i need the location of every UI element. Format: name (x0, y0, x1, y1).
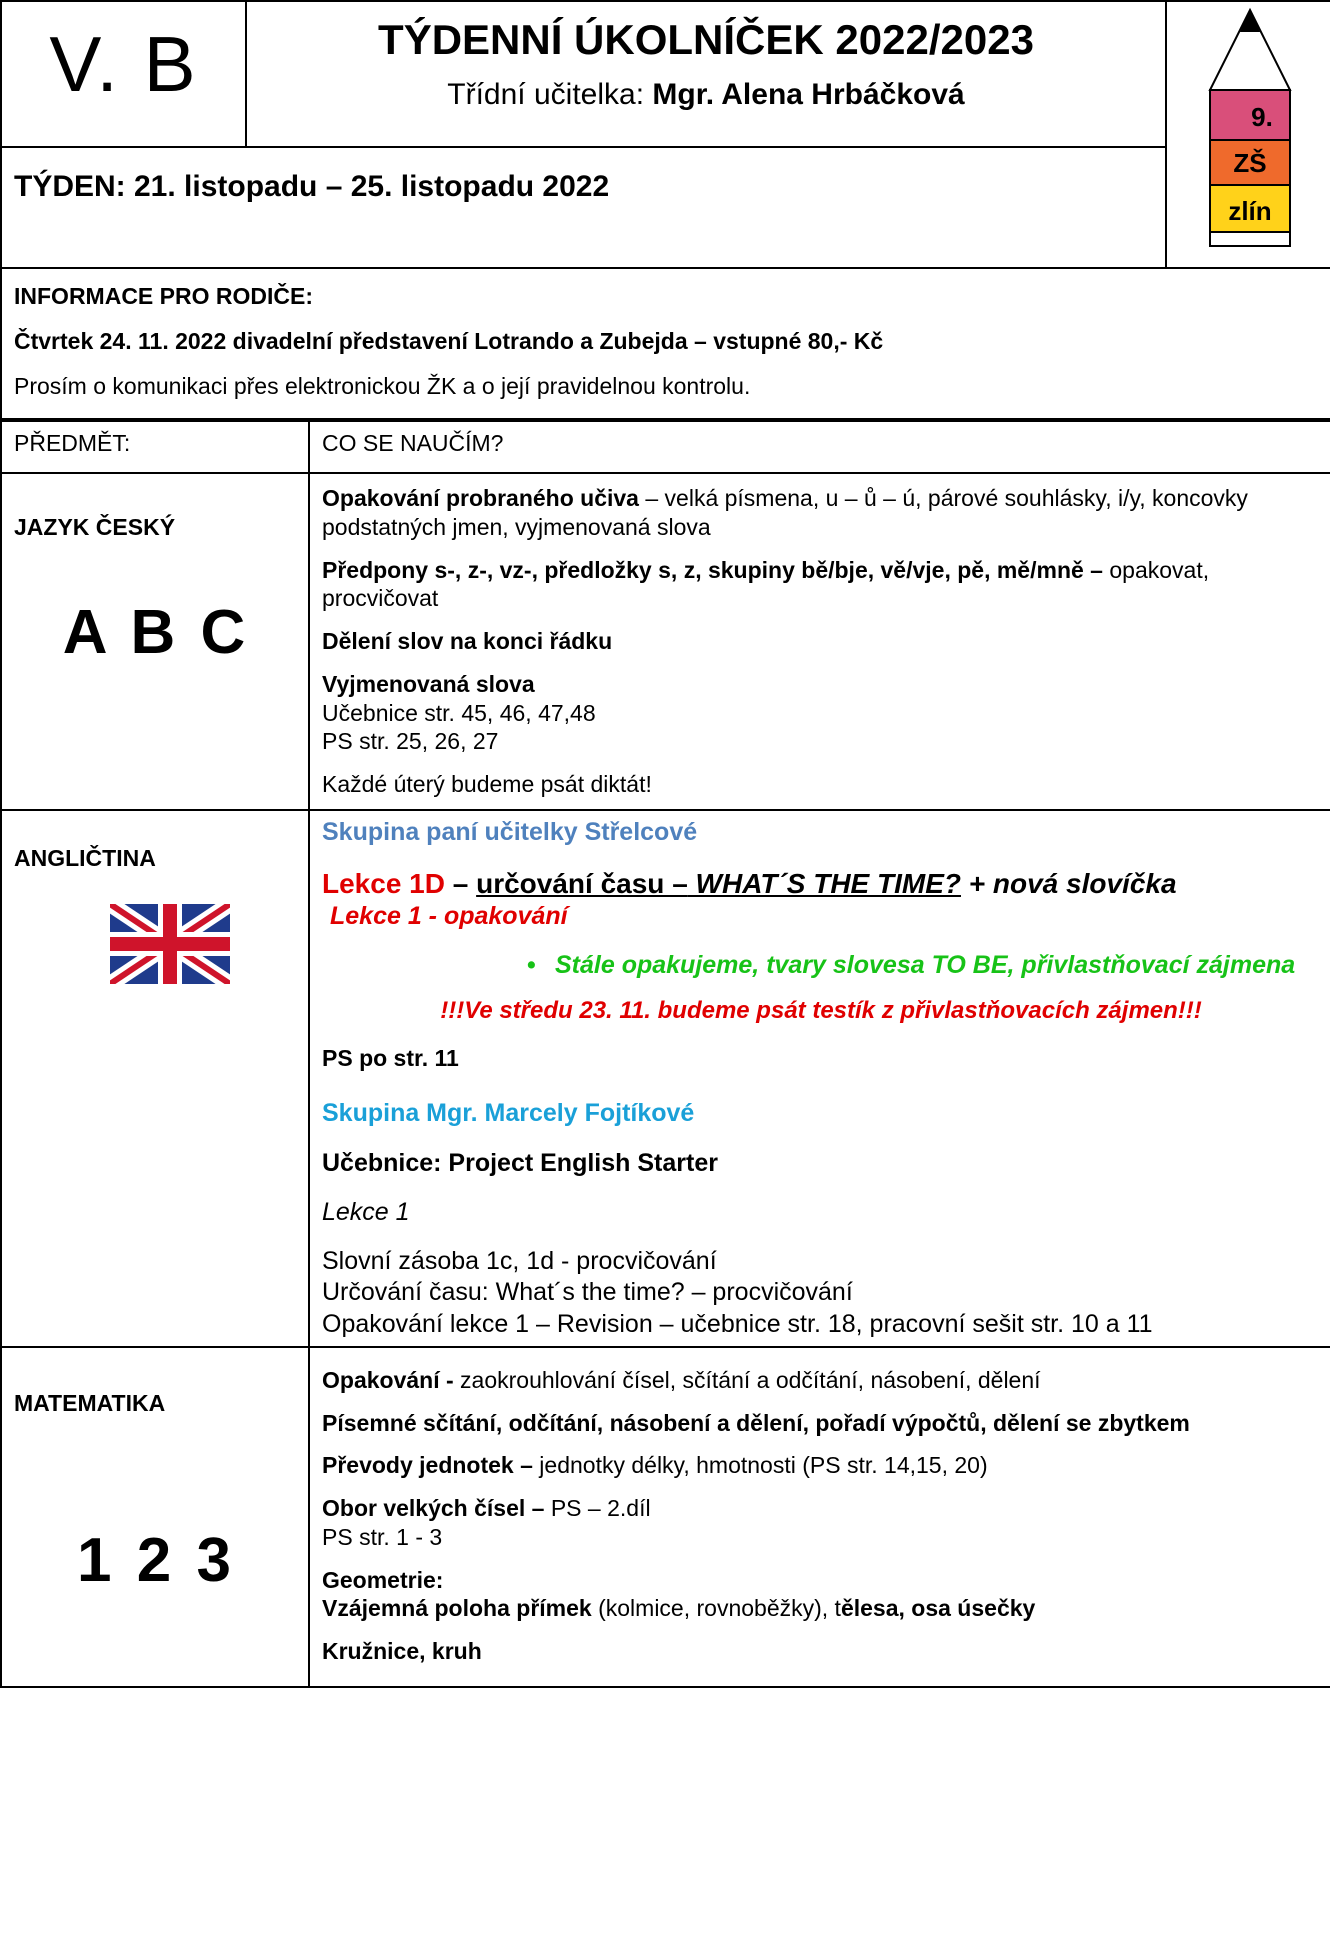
teacher-name: Mgr. Alena Hrbáčková (652, 78, 965, 111)
page-title: TÝDENNÍ ÚKOLNÍČEK 2022/2023 (378, 16, 1034, 63)
list-item: Kružnice, kruh (322, 1638, 482, 1664)
lesson-number: Lekce 1 (322, 1197, 410, 1226)
list-item: Určování času: What´s the time? – procvičování (322, 1278, 853, 1307)
uk-flag-icon (110, 904, 230, 984)
test-warning: !!!Ve středu 23. 11. budeme psát testík z přivlastňovacích zájmen!!! (440, 996, 1202, 1024)
list-item: Opakování lekce 1 – Revision – učebnice str. 18, pracovní sešit str. 10 a 11 (322, 1309, 1153, 1338)
info-notice: Čtvrtek 24. 11. 2022 divadelní představení Lotrando a Zubejda – vstupné 80,- Kč (14, 328, 884, 354)
lesson-review: Lekce 1 - opakování (330, 902, 568, 930)
group-heading: Skupina paní učitelky Střelcové (322, 817, 698, 846)
subject-czech: JAZYK ČESKÝ A B C (1, 473, 309, 810)
content-math (309, 1347, 1330, 1687)
column-header-content: CO SE NAUČÍM? (309, 421, 1330, 473)
subject-math: MATEMATIKA 1 2 3 (1, 1347, 309, 1687)
pencil-logo-icon (1190, 2, 1310, 262)
abc-symbol: A B C (62, 598, 250, 667)
list-item: Každé úterý budeme psát diktát! (322, 771, 652, 797)
list-item: Opakování probraného učiva – velká písmena, u – ů – ú, párové souhlásky, i/y, koncovky podstatných jmen, vyjmenovaná slova (322, 485, 1248, 540)
list-item: Slovní zásoba 1c, 1d - procvičování (322, 1247, 717, 1275)
group-heading: Skupina Mgr. Marcely Fojtíkové (322, 1099, 695, 1128)
week-range: TÝDEN: 21. listopadu – 25. listopadu 2022 (1, 147, 1166, 268)
subjects-table (0, 420, 1330, 1688)
lesson-line: Lekce 1D – určování času – WHAT´S THE TIME? + nová slovíčka (322, 868, 1177, 899)
list-item: Dělení slov na konci řádku (322, 628, 613, 654)
row-czech (1, 473, 1330, 810)
list-item: Geometrie: Vzájemná poloha přímek (kolmice, rovnoběžky), tělesa, osa úsečky (322, 1566, 1036, 1622)
svg-text:ZŠ: ZŠ (1232, 148, 1267, 178)
numbers-symbol: 1 2 3 (77, 1525, 235, 1595)
content-czech (309, 473, 1330, 810)
textbook: Učebnice: Project English Starter (322, 1148, 718, 1177)
list-item: Předpony s-, z-, vz-, předložky s, z, skupiny bě/bje, vě/vje, pě, mě/mně – opakovat, procvičovat (322, 556, 1210, 612)
info-request: Prosím o komunikaci přes elektronickou ŽK a o její pravidelnou kontrolu. (14, 373, 751, 399)
list-item: Převody jednotek – jednotky délky, hmotnosti (PS str. 14,15, 20) (322, 1452, 988, 1479)
list-item: Opakování - zaokrouhlování čísel, sčítání a odčítání, násobení, dělení (322, 1366, 1041, 1393)
list-item: Písemné sčítání, odčítání, násobení a dělení, pořadí výpočtů, dělení se zbytkem (322, 1409, 1190, 1436)
parent-info (0, 269, 1330, 420)
title-cell (246, 1, 1166, 147)
content-english (309, 810, 1330, 1347)
workbook-pages: PS po str. 11 (322, 1044, 459, 1071)
row-math (1, 1347, 1330, 1687)
header-table (0, 0, 1330, 269)
info-heading: INFORMACE PRO RODIČE: (14, 283, 313, 309)
class-label: V. B (1, 1, 246, 147)
column-header-subject: PŘEDMĚT: (1, 421, 309, 473)
teacher-prefix: Třídní učitelka: (447, 78, 645, 111)
list-item: • Stále opakujeme, tvary slovesa TO BE, přivlastňovací zájmena (527, 951, 1296, 980)
svg-text:9.: 9. (1250, 102, 1273, 132)
row-english (1, 810, 1330, 1347)
teacher-line (247, 78, 1165, 112)
svg-text:zlín: zlín (1227, 196, 1272, 226)
list-item: Vyjmenovaná slova Učebnice str. 45, 46, 47,48 PS str. 25, 26, 27 (322, 670, 596, 755)
subject-english: ANGLIČTINA (1, 810, 309, 1347)
school-logo (1166, 1, 1330, 268)
list-item: Obor velkých čísel – PS – 2.díl PS str. 1 - 3 (322, 1495, 651, 1550)
